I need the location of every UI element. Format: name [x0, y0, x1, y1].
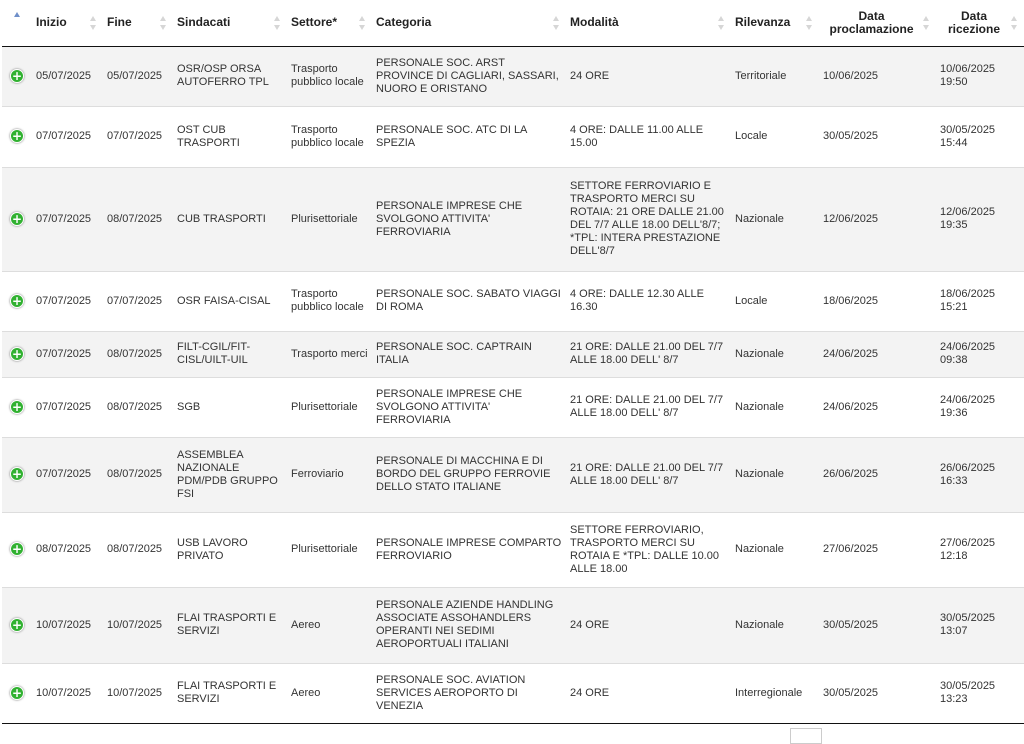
- cell-sindacati: USB LAVORO PRIVATO: [173, 512, 287, 587]
- cell-sindacati: CUB TRASPORTI: [173, 167, 287, 271]
- cell-modalita: 21 ORE: DALLE 21.00 DEL 7/7 ALLE 18.00 DELL' 8/7: [566, 377, 731, 437]
- plus-circle-icon[interactable]: +: [11, 129, 23, 143]
- cell-settore: Trasporto pubblico locale: [287, 271, 372, 331]
- table-row[interactable]: [2, 512, 1024, 587]
- cell-inizio: 10/07/2025: [32, 663, 103, 723]
- cell-settore: Trasporto merci: [287, 331, 372, 377]
- cell-data-ricezione: 24/06/2025 09:38: [936, 331, 1024, 377]
- cell-data-proclamazione: 26/06/2025: [819, 437, 936, 512]
- cell-fine: 08/07/2025: [103, 167, 173, 271]
- cell-sindacati: FILT-CGIL/FIT-CISL/UILT-UIL: [173, 331, 287, 377]
- plus-circle-icon[interactable]: +: [11, 211, 23, 226]
- cell-categoria: PERSONALE SOC. AVIATION SERVICES AEROPORTO DI VENEZIA: [372, 663, 566, 723]
- header-label: Sindacati: [177, 15, 231, 30]
- cell-categoria: PERSONALE SOC. CAPTRAIN ITALIA: [372, 331, 566, 377]
- cell-data-ricezione: 30/05/2025 13:07: [936, 587, 1024, 663]
- cell-data-proclamazione: 30/05/2025: [819, 587, 936, 663]
- table-row[interactable]: [2, 331, 1024, 377]
- expand-cell[interactable]: [2, 663, 32, 723]
- sort-icon: [553, 16, 560, 30]
- column-header-fine[interactable]: [103, 0, 173, 46]
- cell-data-proclamazione: 24/06/2025: [819, 331, 936, 377]
- cell-data-proclamazione: 30/05/2025: [819, 663, 936, 723]
- header-label: Modalità: [570, 15, 619, 30]
- cell-categoria: PERSONALE SOC. SABATO VIAGGI DI ROMA: [372, 271, 566, 331]
- column-header-modalita[interactable]: [566, 0, 731, 46]
- table-row[interactable]: [2, 46, 1024, 106]
- cell-categoria: PERSONALE IMPRESE COMPARTO FERROVIARIO: [372, 512, 566, 587]
- cell-modalita: 4 ORE: DALLE 11.00 ALLE 15.00: [566, 106, 731, 167]
- expand-cell[interactable]: [2, 331, 32, 377]
- column-header-expand[interactable]: [2, 0, 32, 46]
- column-header-inizio[interactable]: [32, 0, 103, 46]
- cell-settore: Ferroviario: [287, 437, 372, 512]
- column-header-data-ricezione[interactable]: [936, 0, 1024, 46]
- cell-modalita: SETTORE FERROVIARIO E TRASPORTO MERCI SU ROTAIA: 21 ORE DALLE 21.00 DEL 7/7 ALLE 18.00 DELL'8/7; *TPL: INTERA PRESTAZIONE DELL'8/7: [566, 167, 731, 271]
- table-row[interactable]: [2, 167, 1024, 271]
- cell-settore: Plurisettoriale: [287, 512, 372, 587]
- cell-sindacati: ASSEMBLEA NAZIONALE PDM/PDB GRUPPO FSI: [173, 437, 287, 512]
- plus-circle-icon[interactable]: +: [11, 685, 23, 700]
- header-label: Categoria: [376, 15, 432, 30]
- cell-rilevanza: Nazionale: [731, 377, 819, 437]
- cell-rilevanza: Locale: [731, 271, 819, 331]
- expand-cell[interactable]: [2, 437, 32, 512]
- cell-data-proclamazione: 30/05/2025: [819, 106, 936, 167]
- header-label: Data proclamazione: [829, 8, 914, 36]
- table-bottom-border: [2, 723, 1024, 724]
- cell-categoria: PERSONALE AZIENDE HANDLING ASSOCIATE ASSOHANDLERS OPERANTI NEI SEDIMI AEROPORTUALI ITALIANI: [372, 587, 566, 663]
- table-row[interactable]: [2, 377, 1024, 437]
- expand-cell[interactable]: [2, 587, 32, 663]
- cell-modalita: 24 ORE: [566, 46, 731, 106]
- cell-fine: 08/07/2025: [103, 377, 173, 437]
- cell-fine: 05/07/2025: [103, 46, 173, 106]
- header-label: Rilevanza: [735, 15, 791, 30]
- cell-rilevanza: Nazionale: [731, 587, 819, 663]
- cell-data-ricezione: 26/06/2025 16:33: [936, 437, 1024, 512]
- cell-settore: Aereo: [287, 587, 372, 663]
- cell-sindacati: OSR/OSP ORSA AUTOFERRO TPL: [173, 46, 287, 106]
- cell-sindacati: SGB: [173, 377, 287, 437]
- expand-cell[interactable]: [2, 271, 32, 331]
- table-row[interactable]: [2, 271, 1024, 331]
- cell-sindacati: FLAI TRASPORTI E SERVIZI: [173, 663, 287, 723]
- plus-circle-icon[interactable]: +: [11, 399, 23, 414]
- cell-modalita: 4 ORE: DALLE 12.30 ALLE 16.30: [566, 271, 731, 331]
- cell-inizio: 07/07/2025: [32, 377, 103, 437]
- cell-modalita: 21 ORE: DALLE 21.00 DEL 7/7 ALLE 18.00 DELL' 8/7: [566, 331, 731, 377]
- cell-fine: 08/07/2025: [103, 437, 173, 512]
- cell-data-ricezione: 18/06/2025 15:21: [936, 271, 1024, 331]
- cell-data-proclamazione: 10/06/2025: [819, 46, 936, 106]
- expand-cell[interactable]: [2, 46, 32, 106]
- plus-circle-icon[interactable]: +: [11, 68, 23, 83]
- header-label: Inizio: [36, 15, 67, 30]
- cell-sindacati: OST CUB TRASPORTI: [173, 106, 287, 167]
- cell-data-proclamazione: 18/06/2025: [819, 271, 936, 331]
- column-header-data-proclamazione[interactable]: [819, 0, 936, 46]
- sort-icon: [274, 16, 281, 30]
- cell-inizio: 08/07/2025: [32, 512, 103, 587]
- cell-data-ricezione: 24/06/2025 19:36: [936, 377, 1024, 437]
- sort-asc-icon: [14, 12, 20, 17]
- sort-icon: [160, 16, 167, 30]
- column-header-settore[interactable]: [287, 0, 372, 46]
- cell-inizio: 05/07/2025: [32, 46, 103, 106]
- cell-rilevanza: Locale: [731, 106, 819, 167]
- cell-fine: 07/07/2025: [103, 106, 173, 167]
- cell-settore: Trasporto pubblico locale: [287, 46, 372, 106]
- cell-data-proclamazione: 24/06/2025: [819, 377, 936, 437]
- strikes-table: [2, 0, 1024, 723]
- cell-rilevanza: Nazionale: [731, 167, 819, 271]
- cell-sindacati: FLAI TRASPORTI E SERVIZI: [173, 587, 287, 663]
- cell-inizio: 07/07/2025: [32, 167, 103, 271]
- header-row: [2, 0, 1024, 46]
- expand-cell[interactable]: [2, 106, 32, 167]
- cell-modalita: 21 ORE: DALLE 21.00 DEL 7/7 ALLE 18.00 DELL' 8/7: [566, 437, 731, 512]
- expand-cell[interactable]: [2, 512, 32, 587]
- plus-circle-icon[interactable]: +: [11, 346, 23, 361]
- plus-circle-icon[interactable]: +: [11, 617, 23, 632]
- cell-fine: 08/07/2025: [103, 512, 173, 587]
- cell-inizio: 07/07/2025: [32, 331, 103, 377]
- cell-inizio: 07/07/2025: [32, 106, 103, 167]
- expand-cell[interactable]: [2, 167, 32, 271]
- cell-rilevanza: Nazionale: [731, 512, 819, 587]
- cell-data-ricezione: 30/05/2025 15:44: [936, 106, 1024, 167]
- cell-data-proclamazione: 27/06/2025: [819, 512, 936, 587]
- cell-settore: Trasporto pubblico locale: [287, 106, 372, 167]
- plus-circle-icon[interactable]: +: [11, 293, 23, 308]
- cell-data-ricezione: 12/06/2025 19:35: [936, 167, 1024, 271]
- cell-modalita: SETTORE FERROVIARIO, TRASPORTO MERCI SU ROTAIA E *TPL: DALLE 10.00 ALLE 18.00: [566, 512, 731, 587]
- sort-icon: [90, 16, 97, 30]
- cell-rilevanza: Nazionale: [731, 437, 819, 512]
- sort-icon: [806, 16, 813, 30]
- sort-icon: [359, 16, 366, 30]
- table-row[interactable]: [2, 663, 1024, 723]
- column-header-sindacati[interactable]: [173, 0, 287, 46]
- cell-fine: 10/07/2025: [103, 587, 173, 663]
- cell-rilevanza: Territoriale: [731, 46, 819, 106]
- cell-inizio: 10/07/2025: [32, 587, 103, 663]
- sort-icon: [1011, 16, 1018, 30]
- sort-icon: [718, 16, 725, 30]
- cell-settore: Plurisettoriale: [287, 167, 372, 271]
- cell-settore: Plurisettoriale: [287, 377, 372, 437]
- table-row[interactable]: [2, 106, 1024, 167]
- sort-icon: [923, 16, 930, 30]
- cell-categoria: PERSONALE SOC. ARST PROVINCE DI CAGLIARI, SASSARI, NUORO E ORISTANO: [372, 46, 566, 106]
- cell-modalita: 24 ORE: [566, 587, 731, 663]
- cell-rilevanza: Interregionale: [731, 663, 819, 723]
- column-header-rilevanza[interactable]: [731, 0, 819, 46]
- cell-fine: 07/07/2025: [103, 271, 173, 331]
- header-label: Fine: [107, 15, 132, 30]
- cell-categoria: PERSONALE IMPRESE CHE SVOLGONO ATTIVITA' FERROVIARIA: [372, 167, 566, 271]
- plus-circle-icon[interactable]: +: [11, 467, 23, 481]
- cell-categoria: PERSONALE IMPRESE CHE SVOLGONO ATTIVITA' FERROVIARIA: [372, 377, 566, 437]
- cell-categoria: PERSONALE DI MACCHINA E DI BORDO DEL GRUPPO FERROVIE DELLO STATO ITALIANE: [372, 437, 566, 512]
- column-header-categoria[interactable]: [372, 0, 566, 46]
- table-row[interactable]: [2, 437, 1024, 512]
- header-label: Data ricezione: [947, 8, 1001, 36]
- cell-data-proclamazione: 12/06/2025: [819, 167, 936, 271]
- pagination-control[interactable]: [790, 728, 822, 744]
- cell-inizio: 07/07/2025: [32, 437, 103, 512]
- cell-rilevanza: Nazionale: [731, 331, 819, 377]
- cell-data-ricezione: 10/06/2025 19:50: [936, 46, 1024, 106]
- cell-fine: 08/07/2025: [103, 331, 173, 377]
- table-row[interactable]: [2, 587, 1024, 663]
- plus-circle-icon[interactable]: +: [11, 542, 23, 556]
- cell-sindacati: OSR FAISA-CISAL: [173, 271, 287, 331]
- cell-settore: Aereo: [287, 663, 372, 723]
- expand-cell[interactable]: [2, 377, 32, 437]
- cell-inizio: 07/07/2025: [32, 271, 103, 331]
- cell-data-ricezione: 27/06/2025 12:18: [936, 512, 1024, 587]
- cell-categoria: PERSONALE SOC. ATC DI LA SPEZIA: [372, 106, 566, 167]
- cell-fine: 10/07/2025: [103, 663, 173, 723]
- cell-modalita: 24 ORE: [566, 663, 731, 723]
- header-label: Settore*: [291, 15, 338, 30]
- cell-data-ricezione: 30/05/2025 13:23: [936, 663, 1024, 723]
